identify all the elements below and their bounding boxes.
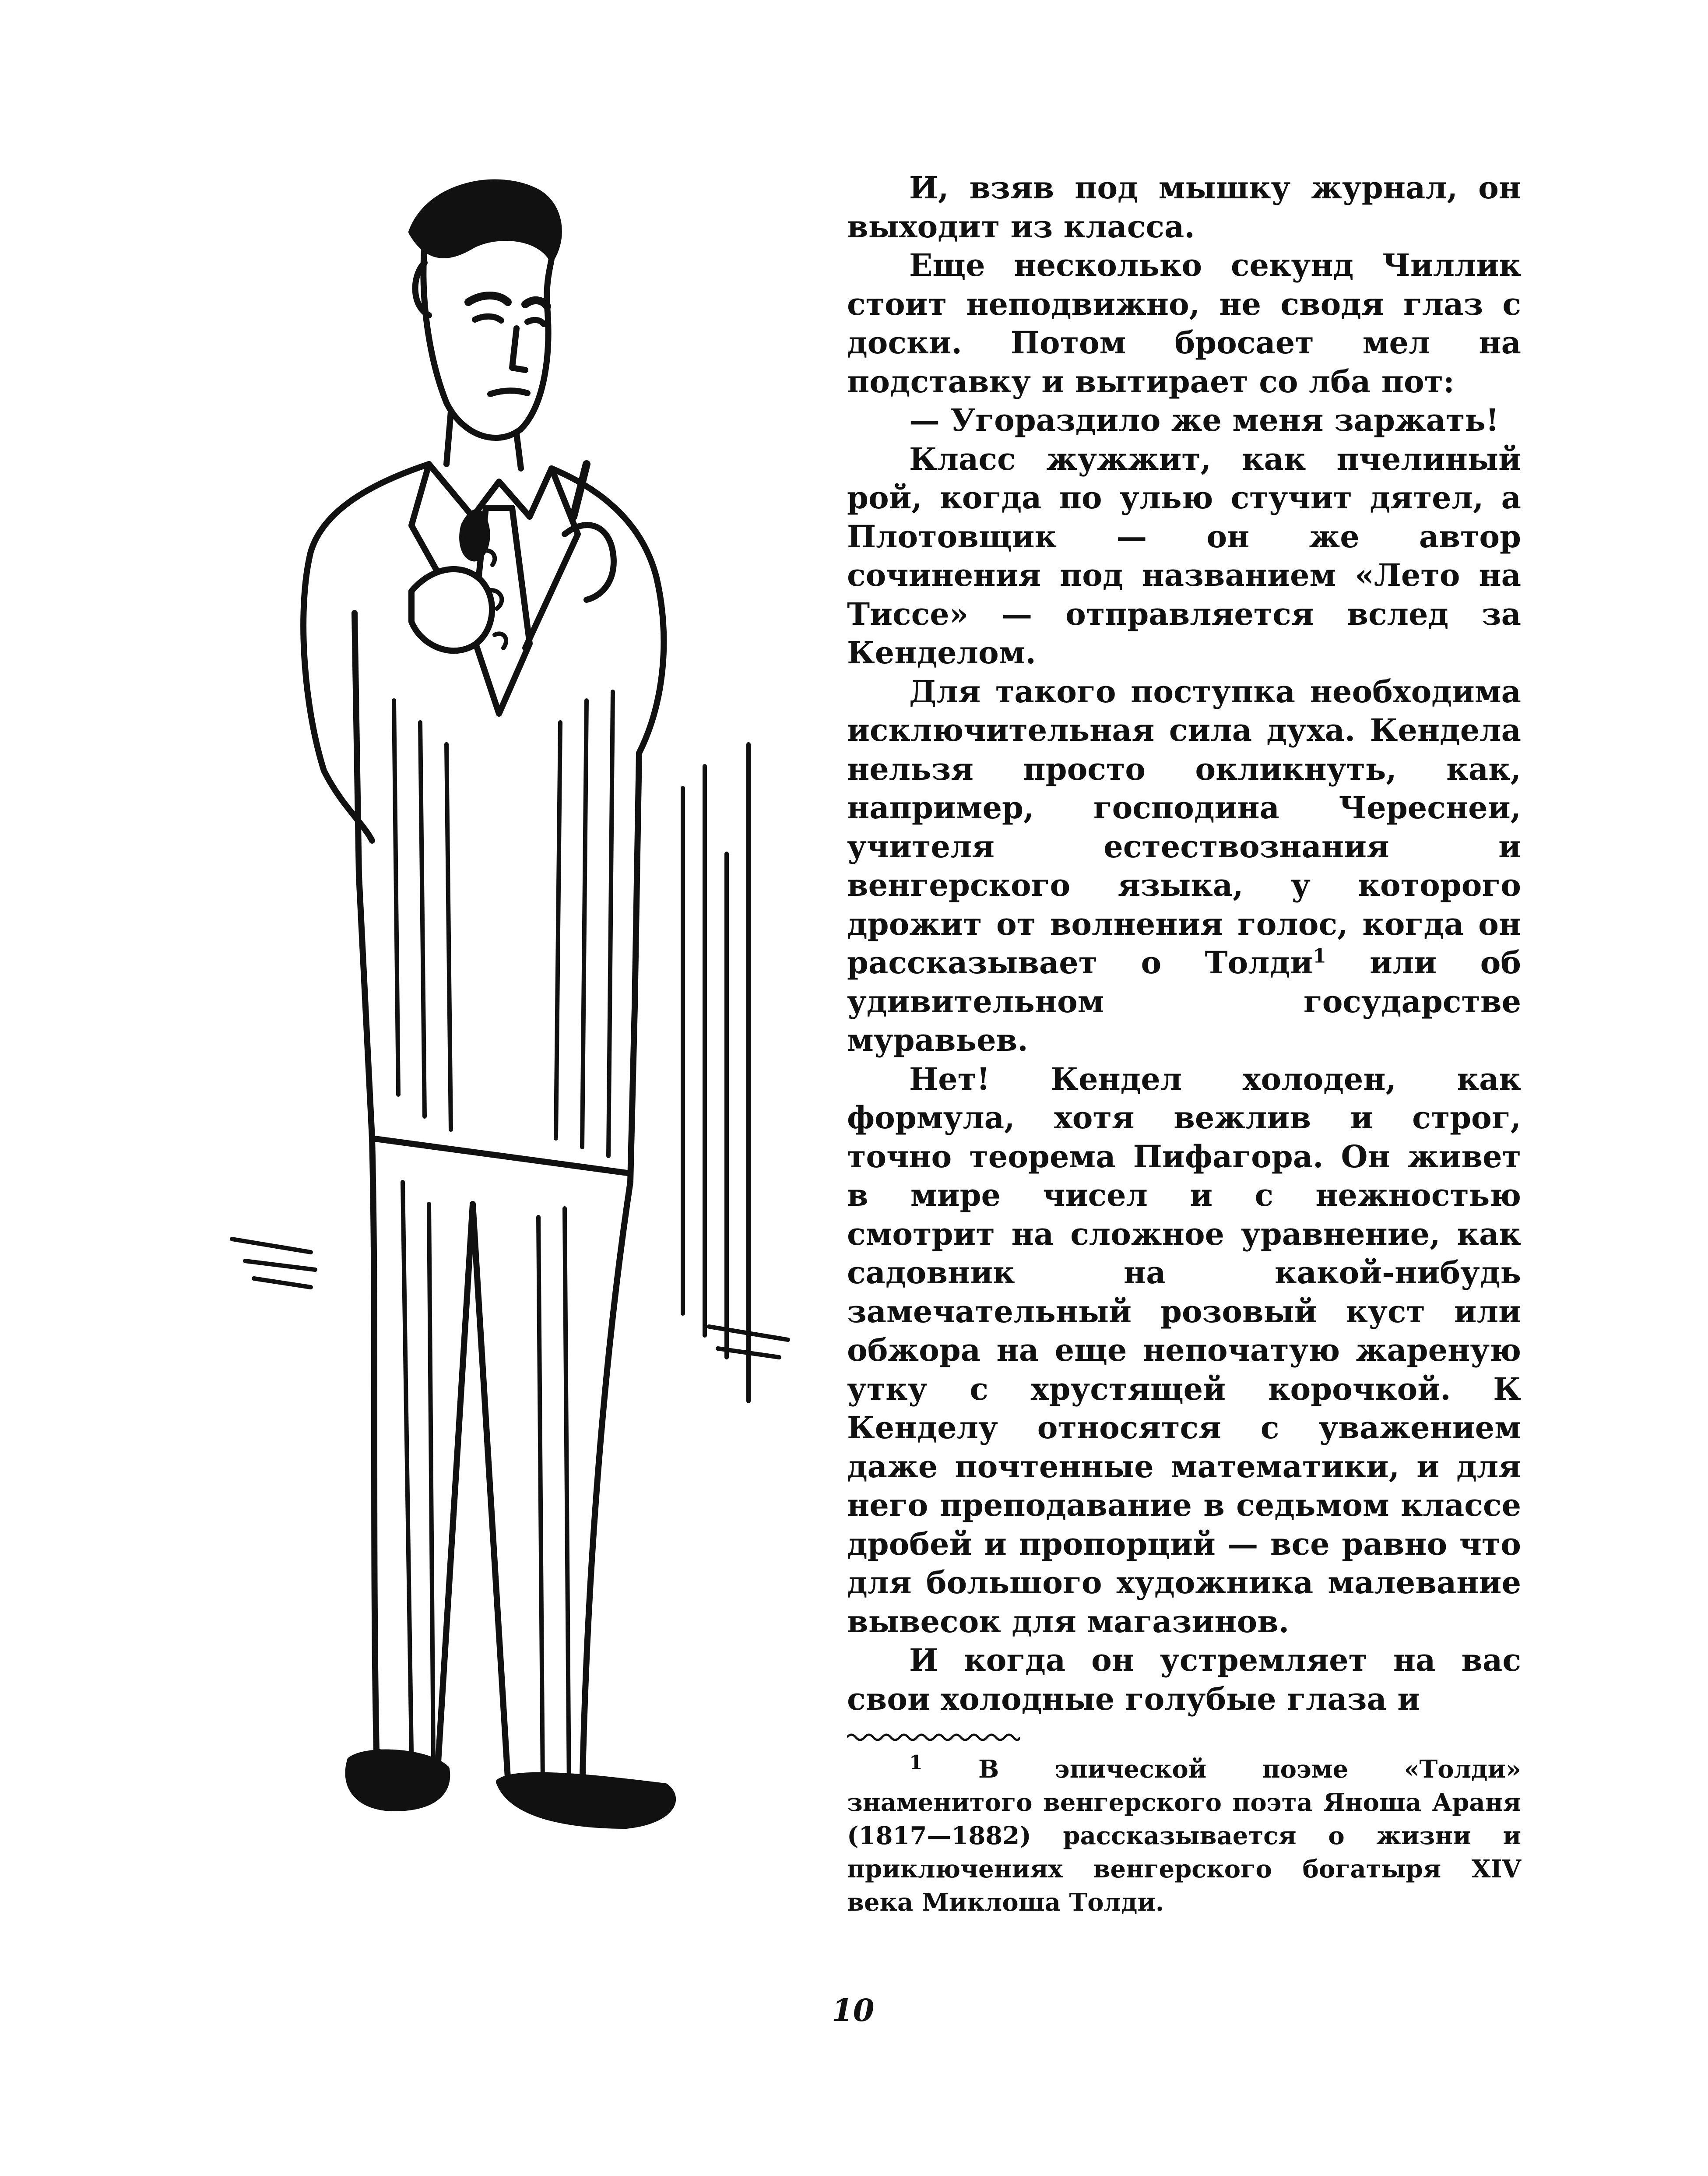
paragraph: Класс жужжит, как пчелиный рой, когда по улью стучит дятел, а Плотовщик — он же автор сочинения под названием «Лето на Тиссе» — отправляется вслед за Кенделом. — [847, 440, 1521, 671]
paragraph: И, взяв под мышку журнал, он выходит из класса. — [847, 169, 1521, 245]
main-text-column — [847, 169, 1521, 1919]
paragraph: Еще несколько секунд Чиллик стоит неподвижно, не сводя глаз с доски. Потом бросает мел на подставку и вытирает со лба пот: — [847, 247, 1521, 400]
page-number: 10 — [832, 1992, 875, 2028]
teacher-illustration — [166, 131, 814, 1926]
footnote — [847, 1753, 1521, 1919]
footnote-text: В эпической поэме «Толди» знаменитого венгерского поэта Яноша Араня (1817—1882) рассказывается о жизни и приключениях венгерского богатыря XIV века Миклоша Толди. — [847, 1755, 1521, 1917]
paragraph: Нет! Кендел холоден, как формула, хотя вежлив и строг, точно теорема Пифагора. Он живет в мире чисел и с нежностью смотрит на сложное уравнение, как садовник на какой-нибудь замечательный розовый куст или обжора на еще непочатую жареную утку с хрустящей корочкой. К Кенделу относятся с уважением даже почтенные математики, и для него преподавание в седьмом классе дробей и пропорций — все равно что для большого художника малевание вывесок для магазинов. — [847, 1060, 1521, 1640]
paragraph: И когда он устремляет на вас свои холодные голубые глаза и — [847, 1642, 1521, 1717]
footnote-marker: 1 — [909, 1751, 923, 1774]
paragraph — [847, 673, 1521, 1060]
paragraph: — Угораздило же меня заржать! — [909, 402, 1499, 438]
footnote-reference: 1 — [1313, 945, 1326, 968]
paragraph-text-continued: или об удивительном государстве муравьев. — [847, 944, 1521, 1058]
footnote-wavy-rule — [847, 1731, 1020, 1744]
paragraph-text: Для такого поступка необходима исключительная сила духа. Кендела нельзя просто окликнуть, как, например, господина Череснеи, учителя естествознания и венгерского языка, у которого дрожит от волнения голос, когда он рассказывает о Толди — [847, 673, 1521, 981]
